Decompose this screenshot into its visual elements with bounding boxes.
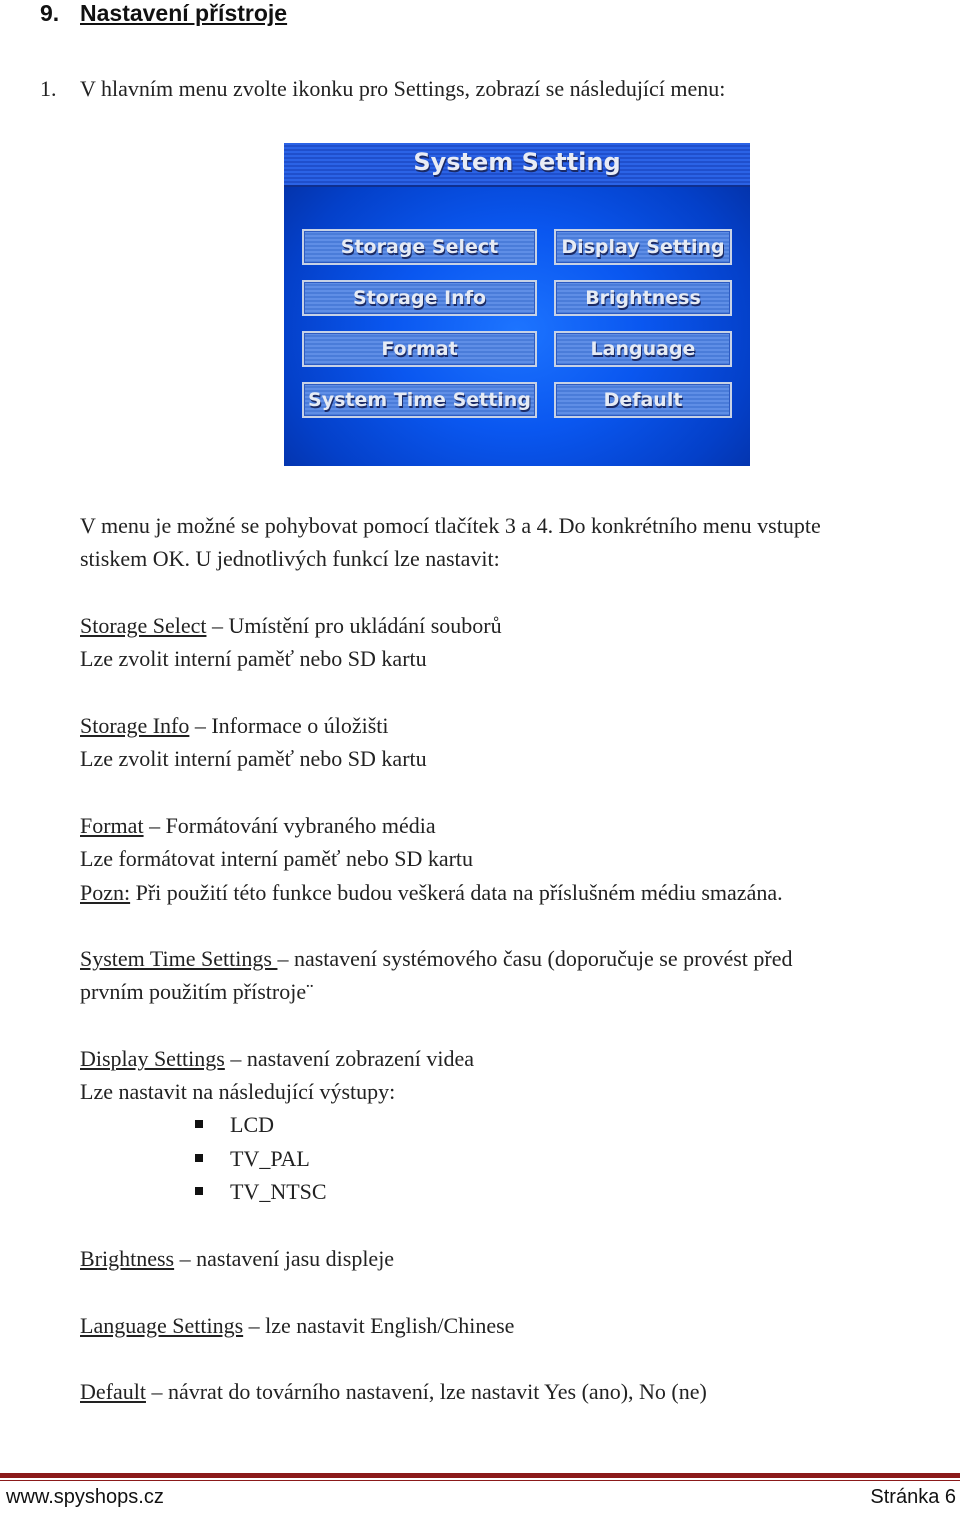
- square-bullet-icon: [195, 1154, 203, 1162]
- term: Format: [80, 813, 144, 838]
- term: Storage Select: [80, 613, 207, 638]
- note-text: Při použití této funkce budou veškerá data na příslušném médiu smazána.: [130, 880, 783, 905]
- system-time-setting-button[interactable]: System Time Setting: [302, 382, 537, 418]
- desc: – Umístění pro ukládání souborů: [206, 613, 502, 638]
- square-bullet-icon: [195, 1187, 203, 1195]
- page-title: Nastavení přístroje: [80, 0, 288, 26]
- default-button[interactable]: Default: [554, 382, 732, 418]
- language-item: [80, 1313, 514, 1339]
- screen-title: System Setting: [413, 148, 621, 176]
- term: Display Settings: [80, 1046, 225, 1071]
- system-setting-screen: [284, 143, 750, 466]
- brightness-item: [80, 1246, 394, 1272]
- display-setting-button[interactable]: Display Setting: [554, 229, 732, 265]
- storage-select-item: [80, 613, 502, 639]
- footer-rule-thin: [0, 1480, 960, 1481]
- language-button[interactable]: Language: [554, 331, 732, 367]
- desc: – Formátování vybraného média: [143, 813, 436, 838]
- storage-info-item: [80, 713, 389, 739]
- storage-select-detail: Lze zvolit interní paměť nebo SD kartu: [80, 646, 427, 671]
- desc: – návrat do továrního nastavení, lze nastavit Yes (ano), No (ne): [145, 1379, 707, 1404]
- term: System Time Settings: [80, 946, 278, 971]
- term: Brightness: [80, 1246, 175, 1271]
- format-item: [80, 813, 436, 839]
- desc: – nastavení zobrazení videa: [224, 1046, 475, 1071]
- footer-rule: [0, 1473, 960, 1478]
- display-item: [80, 1046, 474, 1072]
- desc: – nastavení systémového času (doporučuje se provést před: [277, 946, 793, 971]
- storage-info-detail: Lze zvolit interní paměť nebo SD kartu: [80, 746, 427, 771]
- navigation-text-line2: stiskem OK. U jednotlivých funkcí lze nastavit:: [80, 546, 500, 571]
- intro-text: V hlavním menu zvolte ikonku pro Settings, zobrazí se následující menu:: [80, 76, 726, 101]
- storage-select-button[interactable]: Storage Select: [302, 229, 537, 265]
- footer-page-number: Stránka 6: [870, 1486, 956, 1508]
- note-label: Pozn:: [80, 880, 131, 905]
- output-lcd: LCD: [230, 1112, 274, 1137]
- navigation-text-line1: V menu je možné se pohybovat pomocí tlačítek 3 a 4. Do konkrétního menu vstupte: [80, 513, 821, 538]
- system-time-item: [80, 946, 792, 972]
- format-note: [80, 880, 783, 906]
- section-number: 9.: [40, 0, 60, 26]
- title-bar: [284, 143, 750, 187]
- desc: – Informace o úložišti: [189, 713, 389, 738]
- desc: – lze nastavit English/Chinese: [243, 1313, 515, 1338]
- term: Default: [80, 1379, 146, 1404]
- brightness-button[interactable]: Brightness: [554, 280, 732, 316]
- format-button[interactable]: Format: [302, 331, 537, 367]
- term: Language Settings: [80, 1313, 244, 1338]
- system-time-detail: prvním použitím přístroje¨: [80, 979, 314, 1004]
- desc: – nastavení jasu displeje: [174, 1246, 395, 1271]
- output-tv-ntsc: TV_NTSC: [230, 1179, 327, 1204]
- storage-info-button[interactable]: Storage Info: [302, 280, 537, 316]
- default-item: [80, 1379, 707, 1405]
- square-bullet-icon: [195, 1120, 203, 1128]
- display-detail: Lze nastavit na následující výstupy:: [80, 1079, 396, 1104]
- step-number: 1.: [40, 76, 57, 101]
- output-tv-pal: TV_PAL: [230, 1146, 310, 1171]
- term: Storage Info: [80, 713, 190, 738]
- footer-website[interactable]: www.spyshops.cz: [6, 1486, 164, 1508]
- format-detail: Lze formátovat interní paměť nebo SD kartu: [80, 846, 474, 871]
